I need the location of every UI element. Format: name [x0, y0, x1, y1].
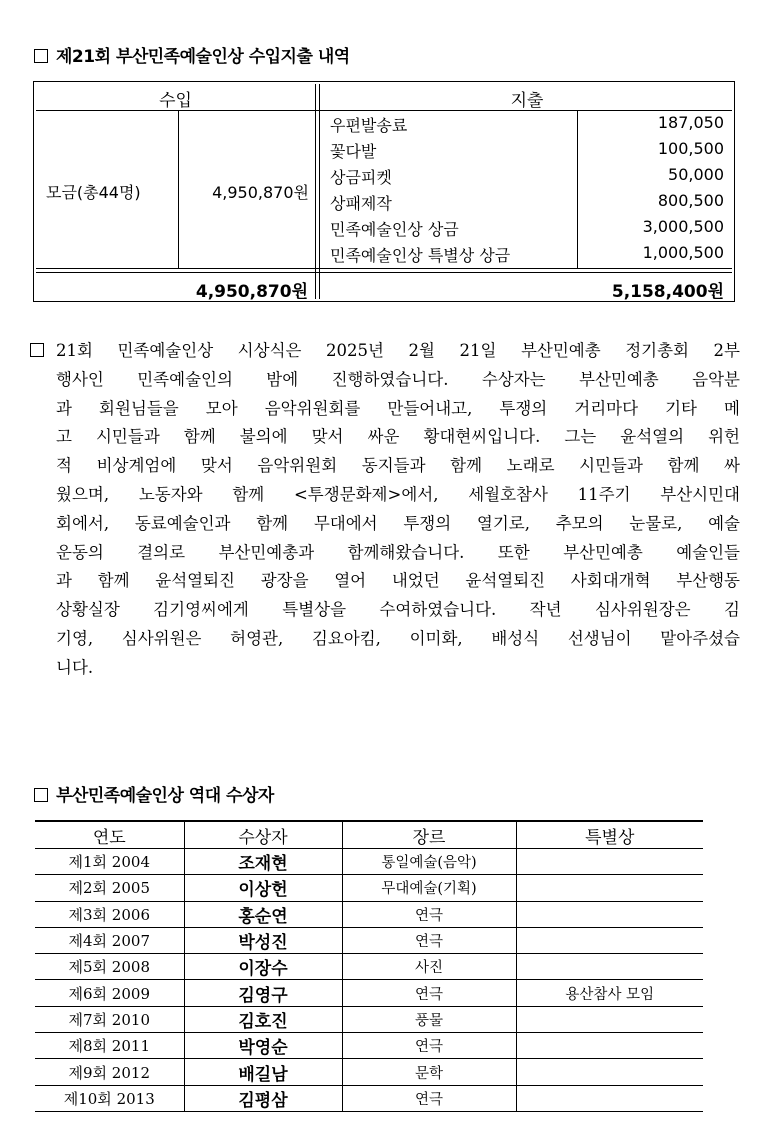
paragraph-line: 기영, 심사위원은 허영관, 김요아킴, 이미화, 배성식 선생님이 맡아주셨습 [56, 628, 740, 648]
paragraph-line: 상황실장 김기영씨에게 특별상을 수여하였습니다. 작년 심사위원장은 김 [56, 600, 740, 620]
year-cell: 제7회 2010 [35, 1006, 184, 1032]
special-cell [516, 849, 703, 875]
year-cell: 제9회 2012 [35, 1059, 184, 1085]
paragraph-line: 과 함께 윤석열퇴진 광장을 열어 내었던 윤석열퇴진 사회대개혁 부산행동 [56, 571, 740, 591]
table-row [35, 901, 703, 927]
table-row [35, 1059, 703, 1085]
income-total: 4,950,870원 [195, 282, 308, 302]
winner-cell: 이장수 [184, 954, 342, 980]
paragraph-line: 행사인 민족예술인의 밤에 진행하였습니다. 수상자는 부산민예총 음악분 [56, 369, 740, 389]
special-cell [516, 875, 703, 901]
expense-item: 우편발송료 [330, 116, 408, 135]
expense-item: 상패제작 [330, 194, 392, 213]
winner-cell: 홍순연 [184, 901, 342, 927]
special-cell [516, 1033, 703, 1059]
special-cell [516, 1085, 703, 1111]
table-row [35, 1006, 703, 1032]
genre-cell: 문학 [342, 1059, 516, 1085]
genre-cell: 통일예술(음악) [342, 849, 516, 875]
table-row [35, 1085, 703, 1111]
winner-cell: 배길남 [184, 1059, 342, 1085]
table-row [35, 875, 703, 901]
year-cell: 제6회 2009 [35, 980, 184, 1006]
genre-cell: 연극 [342, 901, 516, 927]
header-genre: 장르 [342, 821, 516, 849]
winner-cell: 이상헌 [184, 875, 342, 901]
table-row [35, 980, 703, 1006]
table-header-row [35, 821, 703, 849]
paragraph-line: 웠으며, 노동자와 함께 <투쟁문화제>에서, 세월호참사 11주기 부산시민대 [56, 484, 740, 504]
winner-cell: 김호진 [184, 1006, 342, 1032]
header-year: 연도 [35, 821, 184, 849]
winner-cell: 박성진 [184, 927, 342, 953]
paragraph-line: 고 시민들과 함께 불의에 맞서 싸운 황대현씨입니다. 그는 윤석열의 위헌 [56, 427, 740, 447]
expense-amount: 187,050 [657, 113, 724, 132]
expense-amount: 800,500 [657, 191, 724, 210]
expense-total: 5,158,400원 [611, 282, 724, 302]
year-cell: 제10회 2013 [35, 1085, 184, 1111]
genre-cell: 무대예술(기획) [342, 875, 516, 901]
expense-amount: 1,000,500 [642, 243, 724, 262]
expense-amount: 50,000 [668, 165, 724, 184]
paragraph-line: 운동의 결의로 부산민예총과 함께해왔습니다. 또한 부산민예총 예술인들 [56, 542, 740, 562]
winner-cell: 김평삼 [184, 1085, 342, 1111]
winner-cell: 박영순 [184, 1033, 342, 1059]
year-cell: 제3회 2006 [35, 901, 184, 927]
winners-heading [34, 781, 274, 806]
checkbox-square-icon [34, 788, 48, 802]
expense-header: 지출 [510, 91, 544, 111]
paragraph-line: 21회 민족예술인상 시상식은 2025년 2월 21일 부산민예총 정기총회 2부 [30, 337, 740, 366]
income-label: 모금(총44명) [46, 183, 141, 202]
winner-cell: 김영구 [184, 980, 342, 1006]
winner-cell: 조재현 [184, 849, 342, 875]
table-row [35, 1033, 703, 1059]
special-cell [516, 927, 703, 953]
special-cell: 용산참사 모임 [516, 980, 703, 1006]
expense-amount: 100,500 [657, 139, 724, 158]
year-cell: 제5회 2008 [35, 954, 184, 980]
year-cell: 제2회 2005 [35, 875, 184, 901]
finance-heading [34, 42, 350, 67]
paragraph-line: 니다. [56, 657, 94, 677]
table-row [35, 954, 703, 980]
expense-item: 상금피켓 [330, 168, 392, 187]
year-cell: 제8회 2011 [35, 1033, 184, 1059]
paragraph-line: 과 회원님들을 모아 음악위원회를 만들어내고, 투쟁의 거리마다 기타 메 [56, 398, 740, 418]
year-cell: 제4회 2007 [35, 927, 184, 953]
winners-table [35, 820, 703, 1112]
special-cell [516, 1006, 703, 1032]
table-row [35, 927, 703, 953]
expense-item: 민족예술인상 특별상 상금 [330, 246, 511, 265]
income-amount: 4,950,870원 [212, 183, 309, 202]
genre-cell: 연극 [342, 1085, 516, 1111]
genre-cell: 연극 [342, 980, 516, 1006]
header-winner: 수상자 [184, 821, 342, 849]
ceremony-description [30, 337, 740, 683]
special-cell [516, 1059, 703, 1085]
expense-item: 민족예술인상 상금 [330, 220, 459, 239]
income-header: 수입 [159, 91, 192, 111]
special-cell [516, 901, 703, 927]
finance-table [33, 81, 735, 302]
winners-heading-text: 부산민족예술인상 역대 수상자 [56, 786, 274, 806]
header-special: 특별상 [516, 821, 703, 849]
year-cell: 제1회 2004 [35, 849, 184, 875]
genre-cell: 사진 [342, 954, 516, 980]
checkbox-square-icon [34, 49, 48, 63]
checkbox-square-icon [30, 343, 44, 357]
genre-cell: 풍물 [342, 1006, 516, 1032]
special-cell [516, 954, 703, 980]
finance-heading-text: 제21회 부산민족예술인상 수입지출 내역 [56, 47, 350, 67]
expense-amount: 3,000,500 [642, 217, 724, 236]
table-row [35, 849, 703, 875]
genre-cell: 연극 [342, 1033, 516, 1059]
genre-cell: 연극 [342, 927, 516, 953]
expense-item: 꽃다발 [330, 142, 377, 161]
paragraph-line: 적 비상계엄에 맞서 음악위원회 동지들과 함께 노래로 시민들과 함께 싸 [56, 456, 740, 476]
paragraph-line: 회에서, 동료예술인과 함께 무대에서 투쟁의 열기로, 추모의 눈물로, 예술 [56, 513, 740, 533]
